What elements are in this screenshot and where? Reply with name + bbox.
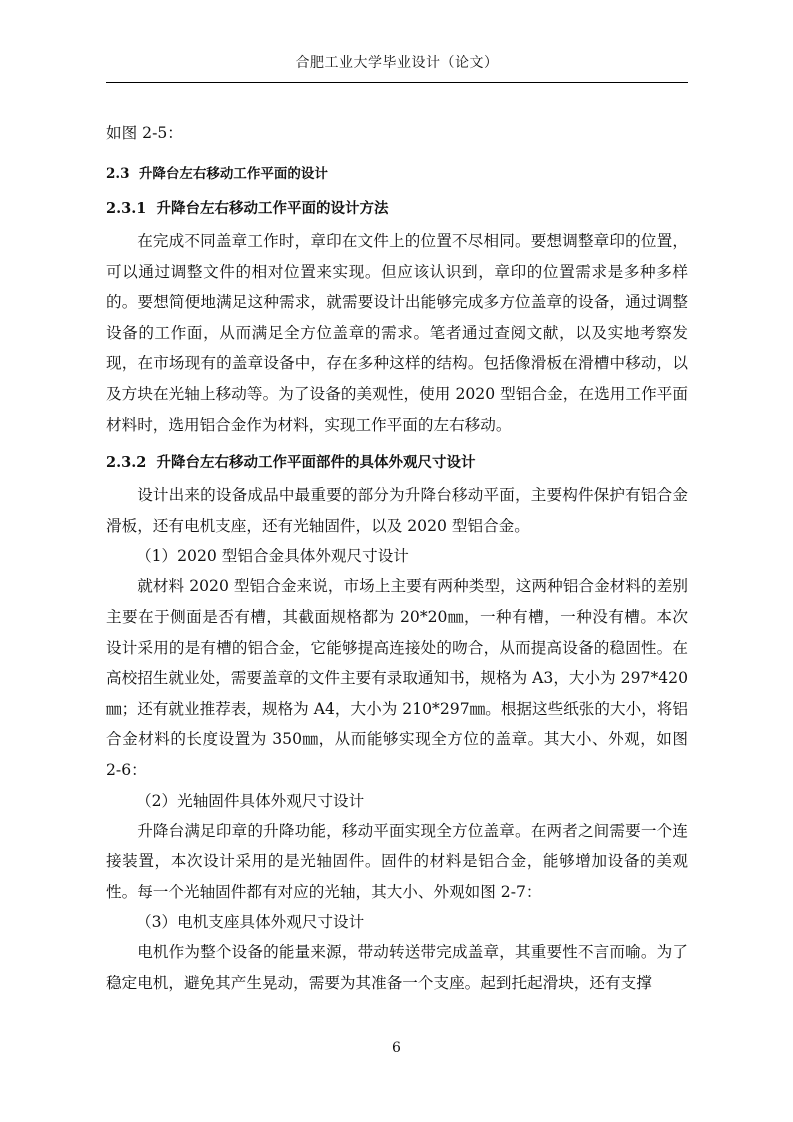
section-number: 2.3.2 xyxy=(106,454,147,472)
section-2-3-1-heading xyxy=(106,196,688,222)
item-2-paragraph: 升降台满足印章的升降功能，移动平面实现全方位盖章。在两者之间需要一个连接装置，本次设计采用的是光轴固件。固件的材料是铝合金，能够增加设备的美观性。每一个光轴固件都有对应的光轴，其大小、外观如图 2-7： xyxy=(106,821,688,901)
page-content xyxy=(106,118,704,998)
section-title: 升降台左右移动工作平面的设计 xyxy=(138,166,328,182)
section-title: 升降台左右移动工作平面部件的具体外观尺寸设计 xyxy=(156,454,476,472)
header-rule xyxy=(106,82,688,83)
item-1-paragraph: 就材料 2020 型铝合金来说，市场上主要有两种类型，这两种铝合金材料的差别主要在于侧面是否有槽，其截面规格都为 20*20㎜，一种有槽，一种没有槽。本次设计采用的是有槽的铝合金，它能够提高连接处的吻合，从而提高设备的稳固性。在高校招生就业处，需要盖章的文件主要有录取通知书，规格为 A3，大小为 297*420 ㎜；还有就业推荐表，规格为 A4，大小为 210*297㎜。根据这些纸张的大小，将铝合金材料的长度设置为 350㎜，从而能够实现全方位的盖章。其大小、外观，如图 2-6： xyxy=(106,577,704,779)
section-2-3-2-heading xyxy=(106,450,688,476)
section-number: 2.3 xyxy=(106,166,130,182)
section-2-3-1-paragraph: 在完成不同盖章工作时，章印在文件上的位置不尽相同。要想调整章印的位置，可以通过调整文件的相对位置来实现。但应该认识到，章印的位置需求是多种多样的。要想简便地满足这种需求，就需要设计出能够完成多方位盖章的设备，通过调整设备的工作面，从而满足全方位盖章的需求。笔者通过查阅文献，以及实地考察发现，在市场现有的盖章设备中，存在多种这样的结构。包括像滑板在滑槽中移动，以及方块在光轴上移动等。为了设备的美观性，使用 2020 型铝合金，在选用工作平面材料时，选用铝合金作为材料，实现工作平面的左右移动。 xyxy=(106,232,688,434)
intro-line: 如图 2-5： xyxy=(106,124,183,142)
item-2-title: （2）光轴固件具体外观尺寸设计 xyxy=(136,791,365,810)
page-header: 合肥工业大学毕业设计（论文） xyxy=(295,55,499,71)
section-2-3-heading xyxy=(106,162,688,186)
item-1-title: （1）2020 型铝合金具体外观尺寸设计 xyxy=(136,547,409,566)
section-title: 升降台左右移动工作平面的设计方法 xyxy=(156,200,389,217)
page-number: 6 xyxy=(392,1040,401,1056)
section-2-3-2-intro-paragraph: 设计出来的设备成品中最重要的部分为升降台移动平面，主要构件保护有铝合金滑板，还有电机支座，还有光轴固件，以及 2020 型铝合金。 xyxy=(106,486,688,535)
section-number: 2.3.1 xyxy=(106,200,147,217)
item-3-title: （3）电机支座具体外观尺寸设计 xyxy=(136,913,365,932)
item-3-paragraph: 电机作为整个设备的能量来源，带动转送带完成盖章，其重要性不言而喻。为了稳定电机，避免其产生晃动，需要为其准备一个支座。起到托起滑块，还有支撑 xyxy=(106,943,688,992)
